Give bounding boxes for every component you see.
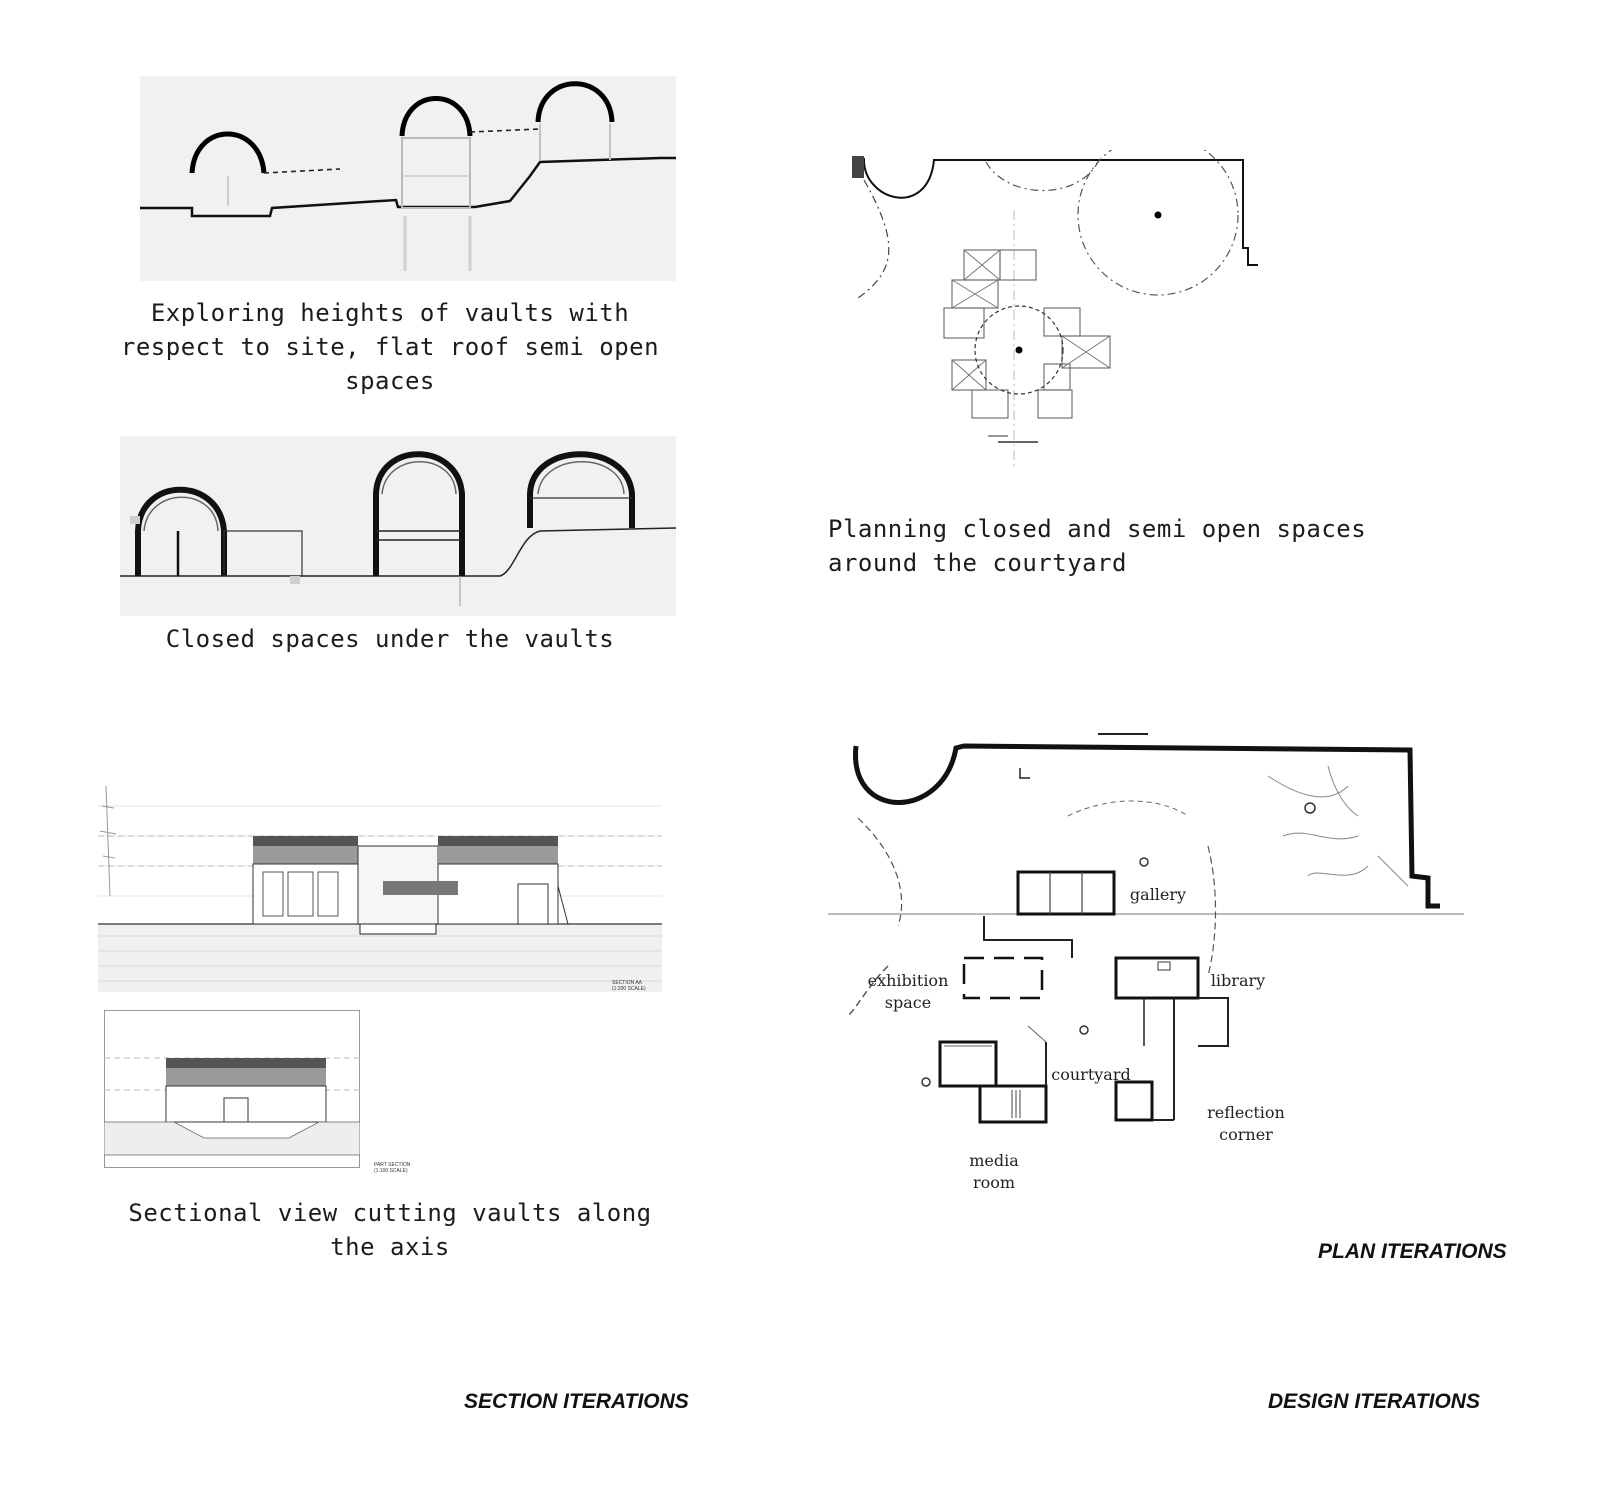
design-iterations-heading: DESIGN ITERATIONS	[1268, 1390, 1480, 1413]
closed-vault-caption: Closed spaces under the vaults	[165, 625, 615, 653]
part-section-scale-text: (1:100 SCALE)	[374, 1168, 408, 1174]
part-section-title	[374, 1162, 424, 1174]
part-section-title-text: PART SECTION	[374, 1162, 411, 1168]
part-section-drawing	[104, 1010, 360, 1168]
labelled-plan-drawing	[828, 726, 1464, 1176]
closed-vault-sketch	[120, 436, 676, 616]
vault-height-caption: Exploring heights of vaults with respect to site, flat roof semi open spaces	[120, 299, 660, 395]
reflection-corner-label: reflection corner	[1207, 1103, 1285, 1144]
section-iterations-heading: SECTION ITERATIONS	[464, 1390, 689, 1413]
section-aa-drawing	[98, 776, 662, 992]
section-aa-title	[612, 980, 662, 992]
courtyard-plan-caption: Planning closed and semi open spaces around the courtyard	[828, 515, 1367, 577]
sectional-view-caption: Sectional view cutting vaults along the axis	[128, 1199, 652, 1261]
vault-height-sketch	[140, 76, 676, 281]
media-room-label: media room	[969, 1151, 1019, 1192]
exhibition-space-label: exhibition space	[867, 971, 949, 1012]
courtyard-plan-sketch	[848, 150, 1258, 480]
section-aa-title-text: SECTION AA	[612, 980, 643, 986]
section-aa-scale-text: (1:200 SCALE)	[612, 986, 646, 992]
plan-iterations-heading: PLAN ITERATIONS	[1318, 1240, 1507, 1263]
library-label: library	[1210, 971, 1266, 990]
courtyard-label: courtyard	[1051, 1065, 1131, 1084]
gallery-label: gallery	[1129, 885, 1187, 904]
